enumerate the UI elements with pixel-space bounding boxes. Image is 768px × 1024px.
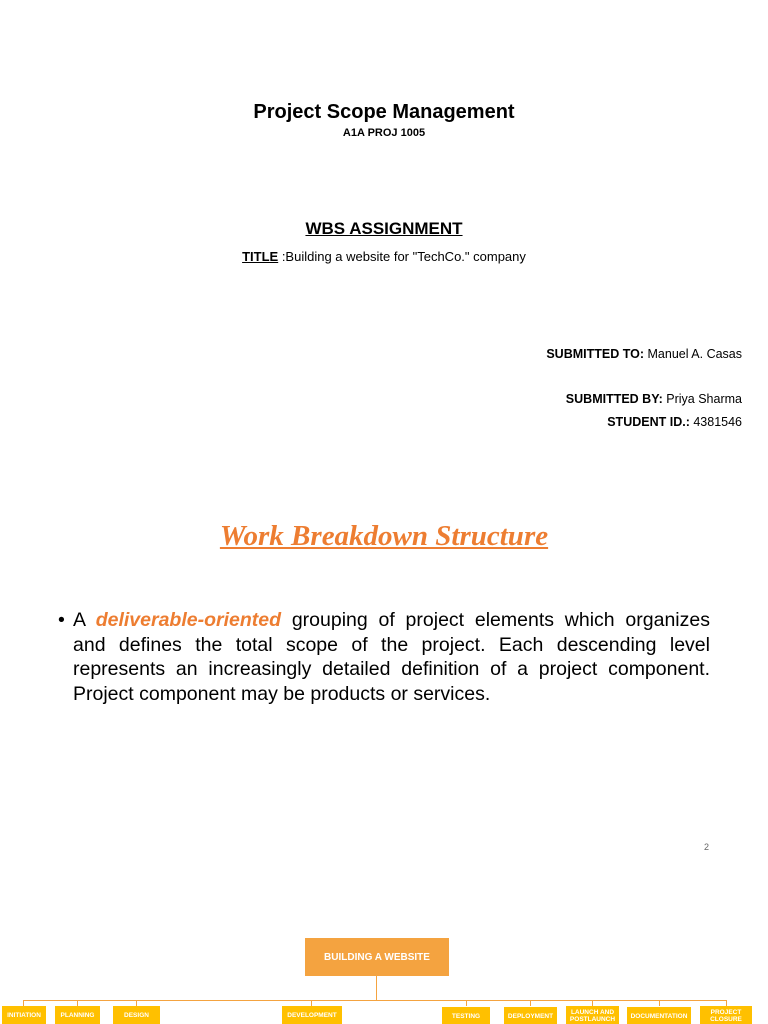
- definition-slide: [0, 470, 768, 870]
- student-id-value: 4381546: [689, 415, 742, 429]
- wbs-node-testing: TESTING: [442, 1007, 490, 1024]
- definition-highlight: deliverable-oriented: [95, 609, 282, 631]
- assignment-title: [0, 249, 768, 264]
- wbs-node-design: DESIGN: [113, 1006, 160, 1024]
- definition-text-end: grouping of project elements which organizes and defines the total scope of the project. Each descending level represents an increasingly detailed definition of a project component. Project component may be products or services.: [73, 609, 710, 705]
- submitted-to-label: SUBMITTED TO:: [546, 347, 645, 361]
- wbs-node-development: DEVELOPMENT: [282, 1006, 342, 1024]
- title-text: :Building a website for "TechCo." company: [278, 249, 526, 264]
- bullet-dot: •: [58, 609, 65, 631]
- submitted-by-value: Priya Sharma: [662, 392, 742, 406]
- submitted-by-label: SUBMITTED BY:: [565, 392, 663, 406]
- page-title: Project Scope Management: [253, 101, 515, 123]
- assignment-heading: WBS ASSIGNMENT: [305, 219, 463, 238]
- page-number: 2: [704, 842, 710, 852]
- wbs-node-planning: PLANNING: [55, 1006, 100, 1024]
- wbs-node-launch: LAUNCH AND POSTLAUNCH: [566, 1006, 619, 1024]
- branch-line: [23, 1000, 727, 1001]
- wbs-node-deployment: DEPLOYMENT: [504, 1007, 557, 1024]
- definition-text-start: A: [73, 609, 96, 631]
- child-connector: [530, 1000, 531, 1006]
- root-connector: [376, 976, 377, 1000]
- course-code: A1A PROJ 1005: [342, 127, 426, 139]
- student-id: [607, 415, 742, 429]
- submitted-by: [566, 392, 742, 406]
- submitted-to: [546, 347, 742, 361]
- wbs-chart: [0, 870, 768, 1024]
- wbs-root-node: BUILDING A WEBSITE: [305, 938, 449, 976]
- definition-bullet: [58, 608, 710, 706]
- student-id-label: STUDENT ID.:: [607, 415, 690, 429]
- wbs-node-initiation: INITIATION: [2, 1006, 46, 1024]
- child-connector: [659, 1000, 660, 1006]
- wbs-heading: Work Breakdown Structure: [219, 520, 549, 552]
- wbs-node-documentation: DOCUMENTATION: [627, 1007, 691, 1024]
- definition-text: [58, 608, 710, 706]
- wbs-node-project-closure: PROJECT CLOSURE: [700, 1006, 752, 1024]
- title-label: TITLE: [242, 249, 279, 264]
- child-connector: [466, 1000, 467, 1006]
- cover-page: [0, 0, 768, 470]
- submitted-to-value: Manuel A. Casas: [644, 347, 742, 361]
